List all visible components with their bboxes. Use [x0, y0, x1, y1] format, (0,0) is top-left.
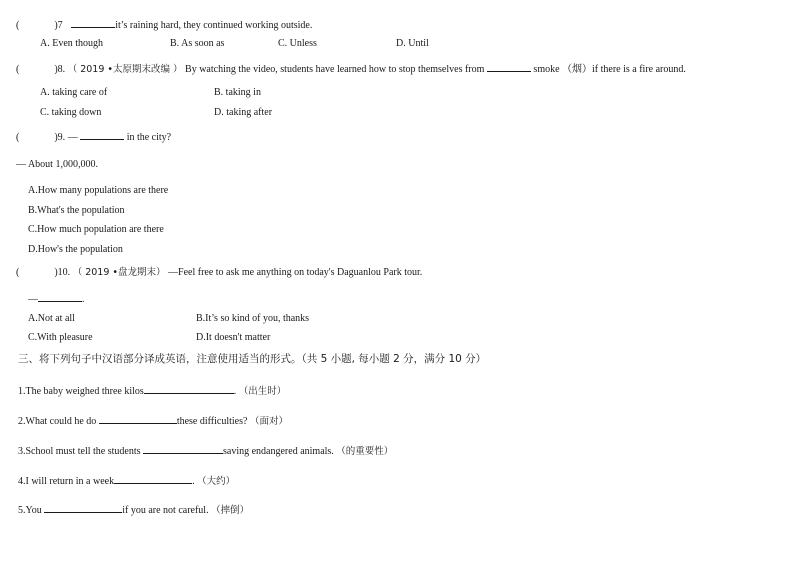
q9-reply-text: About 1,000,000. [27, 159, 98, 170]
translation-3-prefix: 3.School must tell the students [18, 446, 141, 457]
translation-1-prefix: 1.The baby weighed three kilos [18, 386, 144, 397]
q7-answer-blank[interactable] [71, 18, 115, 28]
q8-answer-blank[interactable] [487, 62, 531, 72]
translation-5-prefix: 5.You [18, 505, 42, 516]
q9-reply-dash: — [16, 159, 26, 170]
q9-number: )9. [54, 132, 66, 143]
q8-option-b[interactable]: B. taking in [214, 87, 261, 98]
translation-1-hint: （出生时） [238, 386, 287, 397]
q7-line [16, 18, 312, 32]
q9-paren: ( [16, 132, 20, 143]
q7-stem: it’s raining hard, they continued working outside. [115, 20, 313, 31]
translation-4-blank[interactable] [114, 474, 192, 484]
q8-option-d[interactable]: D. taking after [214, 107, 273, 118]
q9-line [16, 130, 171, 144]
q9-option-a[interactable]: A.How many populations are there [28, 185, 169, 196]
translation-4-suffix: . [192, 476, 195, 487]
translation-2-prefix: 2.What could he do [18, 416, 97, 427]
translation-1-blank[interactable] [144, 384, 234, 394]
q7-number: )7 [54, 20, 63, 31]
q8-number: )8. [54, 64, 66, 75]
q8-stem-b: smoke （烟）if there is a fire around. [533, 64, 686, 75]
q8-option-a[interactable]: A. taking care of [40, 87, 108, 98]
q10-option-c[interactable]: C.With pleasure [28, 332, 93, 343]
translation-item-1 [18, 384, 286, 398]
q10-paren: ( [16, 267, 20, 278]
q9-option-b[interactable]: B.What's the population [28, 205, 125, 216]
translation-2-blank[interactable] [99, 414, 177, 424]
translation-item-2 [18, 414, 288, 428]
translation-2-hint: （面对） [249, 416, 288, 427]
q10-number: )10. [54, 267, 71, 278]
translation-3-blank[interactable] [143, 444, 223, 454]
translation-5-blank[interactable] [44, 503, 122, 513]
q10-source: （ 2019 •盘龙期末） [72, 267, 166, 278]
translation-3-suffix: saving endangered animals. [223, 446, 334, 457]
q7-option-b[interactable]: B. As soon as [170, 38, 225, 49]
q8-stem-a: By watching the video, students have learned how to stop themselves from [185, 64, 485, 75]
q7-option-a[interactable]: A. Even though [40, 38, 104, 49]
q10-line [16, 267, 422, 279]
translation-5-suffix: if you are not careful. [122, 505, 209, 516]
q10-option-a[interactable]: A.Not at all [28, 313, 75, 324]
q8-source: （ 2019 •太原期末改编 ） [67, 64, 183, 75]
section-3-title: 三、将下列句子中汉语部分译成英语，注意使用适当的形式。（共 5 小题, 每小题 2 分，满分 10 分） [18, 353, 487, 365]
q10-answer-blank[interactable] [38, 292, 82, 302]
q9-answer-blank[interactable] [80, 130, 124, 140]
q7-option-c[interactable]: C. Unless [278, 38, 317, 49]
q8-option-c[interactable]: C. taking down [40, 107, 102, 118]
q9-option-d[interactable]: D.How's the population [28, 244, 123, 255]
translation-4-hint: （大约） [197, 476, 236, 487]
translation-item-3 [18, 444, 393, 458]
q8-paren: ( [16, 64, 20, 75]
translation-2-suffix: these difficulties? [176, 416, 248, 427]
translation-3-hint: （的重要性） [336, 446, 394, 457]
q7-paren: ( [16, 20, 20, 31]
q8-line [16, 62, 686, 76]
translation-item-4 [18, 474, 235, 488]
translation-item-5 [18, 503, 249, 517]
q9-stem: in the city? [126, 132, 172, 143]
translation-1-suffix: . [233, 386, 237, 397]
translation-4-prefix: 4.I will return in a week [18, 476, 115, 487]
q7-option-d[interactable]: D. Until [396, 38, 429, 49]
q10-option-b[interactable]: B.It’s so kind of you, thanks [196, 313, 310, 324]
q9-reply [16, 159, 98, 171]
q10-option-d[interactable]: D.It doesn't matter [196, 332, 271, 343]
q9-option-c[interactable]: C.How much population are there [28, 224, 164, 235]
q9-dash: — [67, 132, 78, 143]
q10-reply [28, 292, 85, 306]
q10-reply-end: . [82, 294, 85, 305]
translation-5-hint: （摔倒） [211, 505, 250, 516]
q10-stem: —Feel free to ask me anything on today's Daguanlou Park tour. [168, 267, 423, 278]
q10-reply-dash: — [28, 294, 38, 305]
